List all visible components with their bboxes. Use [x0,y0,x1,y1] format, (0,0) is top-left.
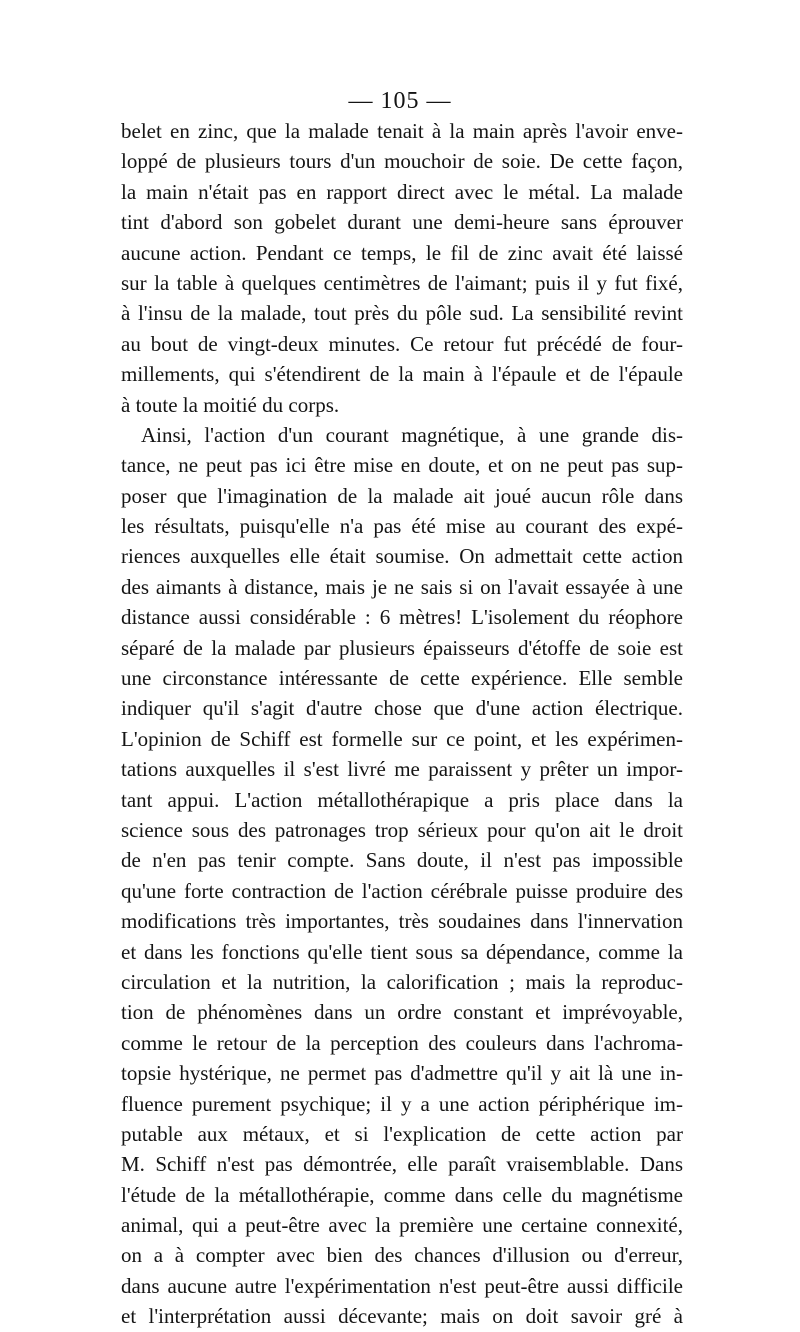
text-line: loppé de plusieurs tours d'un mouchoir de soie. De cette façon, [121,149,683,174]
text-line: aucune action. Pendant ce temps, le fil de zinc avait été laissé [121,240,683,265]
text-line: L'opinion de Schiff est formelle sur ce point, et les expérimen- [121,726,683,751]
text-line: millements, qui s'étendirent de la main à l'épaule et de l'épaule [121,362,683,387]
text-line: putable aux métaux, et si l'explication de cette action par [121,1121,683,1146]
text-line: séparé de la malade par plusieurs épaisseurs d'étoffe de soie est [121,635,683,660]
text-line: indiquer qu'il s'agit d'autre chose que d'une action électrique. [121,696,683,721]
text-line: sur la table à quelques centimètres de l'aimant; puis il y fut fixé, [121,270,683,295]
text-line: dans aucune autre l'expérimentation n'est peut-être aussi difficile [121,1273,683,1298]
text-line: Ainsi, l'action d'un courant magnétique, à une grande dis- [141,422,683,447]
text-line: animal, qui a peut-être avec la première une certaine connexité, [121,1213,683,1238]
text-line: les résultats, puisqu'elle n'a pas été mise au courant des expé- [121,514,683,539]
text-line: tion de phénomènes dans un ordre constant et imprévoyable, [121,1000,683,1025]
text-line: à l'insu de la malade, tout près du pôle sud. La sensibilité revint [121,301,683,326]
text-line: la main n'était pas en rapport direct avec le métal. La malade [121,179,683,204]
text-line: modifications très importantes, très soudaines dans l'innervation [121,909,683,934]
text-line: une circonstance intéressante de cette expérience. Elle semble [121,666,683,691]
text-line: science sous des patronages trop sérieux pour qu'on ait le droit [121,817,683,842]
text-line: fluence purement psychique; il y a une action périphérique im- [121,1091,683,1116]
body-text [121,116,683,1332]
text-line: riences auxquelles elle était soumise. On admettait cette action [121,544,683,569]
text-line: et l'interprétation aussi décevante; mais on doit savoir gré à [121,1304,683,1329]
text-line: topsie hystérique, ne permet pas d'admettre qu'il y ait là une in- [121,1061,683,1086]
paragraph [121,116,683,420]
text-line: et dans les fonctions qu'elle tient sous sa dépendance, comme la [121,939,683,964]
text-line: de n'en pas tenir compte. Sans doute, il n'est pas impossible [121,848,683,873]
text-line: qu'une forte contraction de l'action cérébrale puisse produire des [121,878,683,903]
text-line: à toute la moitié du corps. [121,392,340,417]
paragraph [121,420,683,1332]
text-line: circulation et la nutrition, la calorification ; mais la reproduc- [121,969,683,994]
text-line: comme le retour de la perception des couleurs dans l'achroma- [121,1030,683,1055]
text-line: tint d'abord son gobelet durant une demi-heure sans éprouver [121,210,683,235]
text-line: tant appui. L'action métallothérapique a pris place dans la [121,787,683,812]
text-line: des aimants à distance, mais je ne sais si on l'avait essayée à une [121,574,683,599]
text-line: l'étude de la métallothérapie, comme dans celle du magnétisme [121,1182,683,1207]
text-line: on a à compter avec bien des chances d'illusion ou d'erreur, [121,1243,683,1268]
text-line: M. Schiff n'est pas démontrée, elle paraît vraisemblable. Dans [121,1152,683,1177]
page-number: — 105 — [348,88,452,114]
text-line: poser que l'imagination de la malade ait joué aucun rôle dans [121,483,683,508]
text-line: distance aussi considérable : 6 mètres! L'isolement du réophore [121,605,683,630]
text-line: au bout de vingt-deux minutes. Ce retour fut précédé de four- [121,331,683,356]
text-line: tance, ne peut pas ici être mise en doute, et on ne peut pas sup- [121,453,683,478]
text-line: belet en zinc, que la malade tenait à la main après l'avoir enve- [121,119,683,143]
text-line: tations auxquelles il s'est livré me paraissent y prêter un impor- [121,757,683,782]
